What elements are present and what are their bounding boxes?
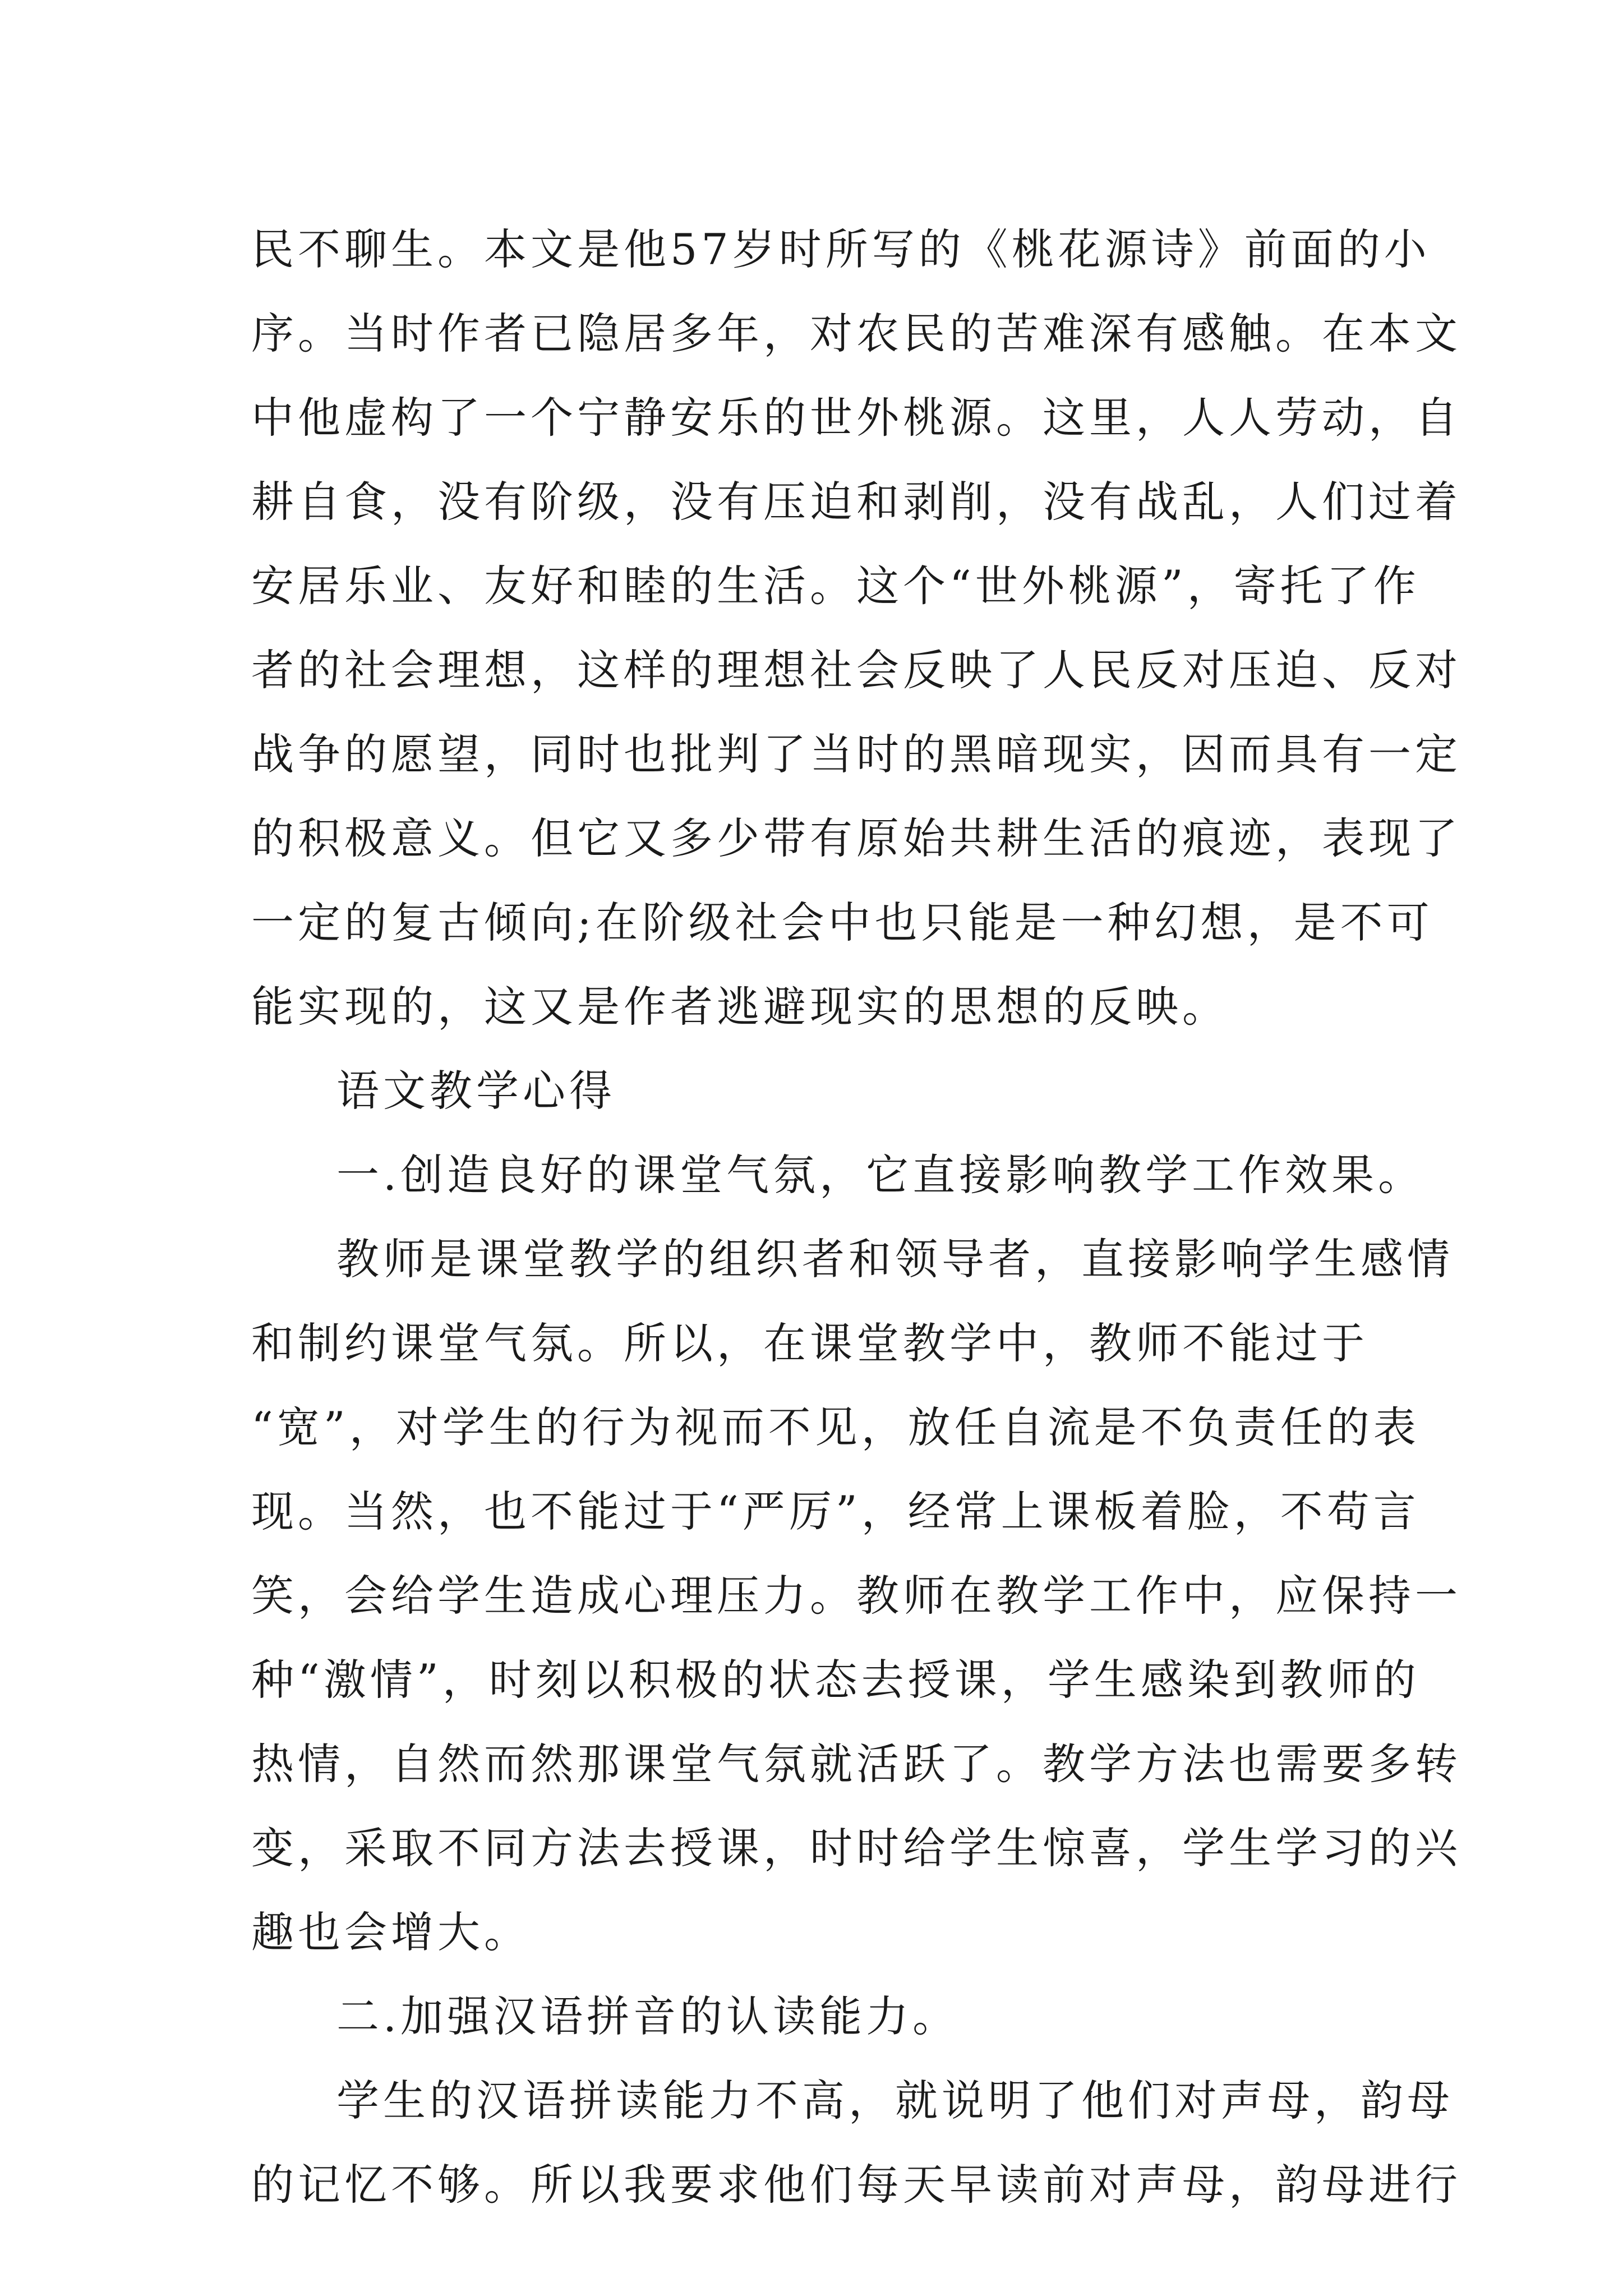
point-heading-2 [251,1975,1391,2059]
text-line: 中他虚构了一个宁静安乐的世外桃源。这里，人人劳动，自 [251,393,1461,443]
text-line: 和制约课堂气氛。所以，在课堂教学中，教师不能过于 [251,1318,1368,1368]
text-line: 笑，会给学生造成心理压力。教师在教学工作中，应保持一 [251,1571,1461,1621]
text-line: 的积极意义。但它又多少带有原始共耕生活的痕迹，表现了 [251,813,1461,863]
text-line: “宽”，对学生的行为视而不见，放任自流是不负责任的表 [251,1402,1420,1452]
section-heading [251,1049,1391,1133]
paragraph-classroom [251,1217,1461,1975]
text-line: 能实现的，这又是作者逃避现实的思想的反映。 [251,982,1229,1032]
point-heading-1 [251,1133,1425,1217]
text-line: 学生的汉语拼读能力不高，就说明了他们对声母，韵母 [336,2076,1454,2125]
text-line: 二.加强汉语拼音的认读能力。 [336,1991,960,2041]
text-line: 语文教学心得 [336,1066,616,1116]
text-line: 战争的愿望，同时也批判了当时的黑暗现实，因而具有一定 [251,729,1461,779]
text-line: 现。当然，也不能过于“严厉”，经常上课板着脸，不苟言 [251,1487,1420,1536]
text-line: 热情，自然而然那课堂气氛就活跃了。教学方法也需要多转 [251,1739,1461,1789]
text-line: 变，采取不同方法去授课，时时给学生惊喜，学生学习的兴 [251,1823,1461,1873]
paragraph-intro [251,208,1461,1049]
text-line: 种“激情”，时刻以积极的状态去授课，学生感染到教师的 [251,1655,1420,1705]
text-line: 民不聊生。本文是他57岁时所写的《桃花源诗》前面的小 [251,224,1431,274]
text-line: 耕自食，没有阶级，没有压迫和剥削，没有战乱，人们过着 [251,477,1461,527]
text-line: 一.创造良好的课堂气氛，它直接影响教学工作效果。 [336,1150,1425,1200]
text-line: 教师是课堂教学的组织者和领导者，直接影响学生感情 [336,1234,1454,1284]
text-line: 序。当时作者已隐居多年，对农民的苦难深有感触。在本文 [251,309,1461,358]
paragraph-pinyin [251,2059,1461,2227]
text-line: 一定的复古倾向;在阶级社会中也只能是一种幻想，是不可 [251,898,1433,947]
text-line: 趣也会增大。 [251,1907,531,1957]
text-line: 安居乐业、友好和睦的生活。这个“世外桃源”，寄托了作 [251,561,1420,611]
text-line: 者的社会理想，这样的理想社会反映了人民反对压迫、反对 [251,645,1461,695]
document-body [251,208,1461,2227]
text-line: 的记忆不够。所以我要求他们每天早读前对声母，韵母进行 [251,2160,1461,2210]
